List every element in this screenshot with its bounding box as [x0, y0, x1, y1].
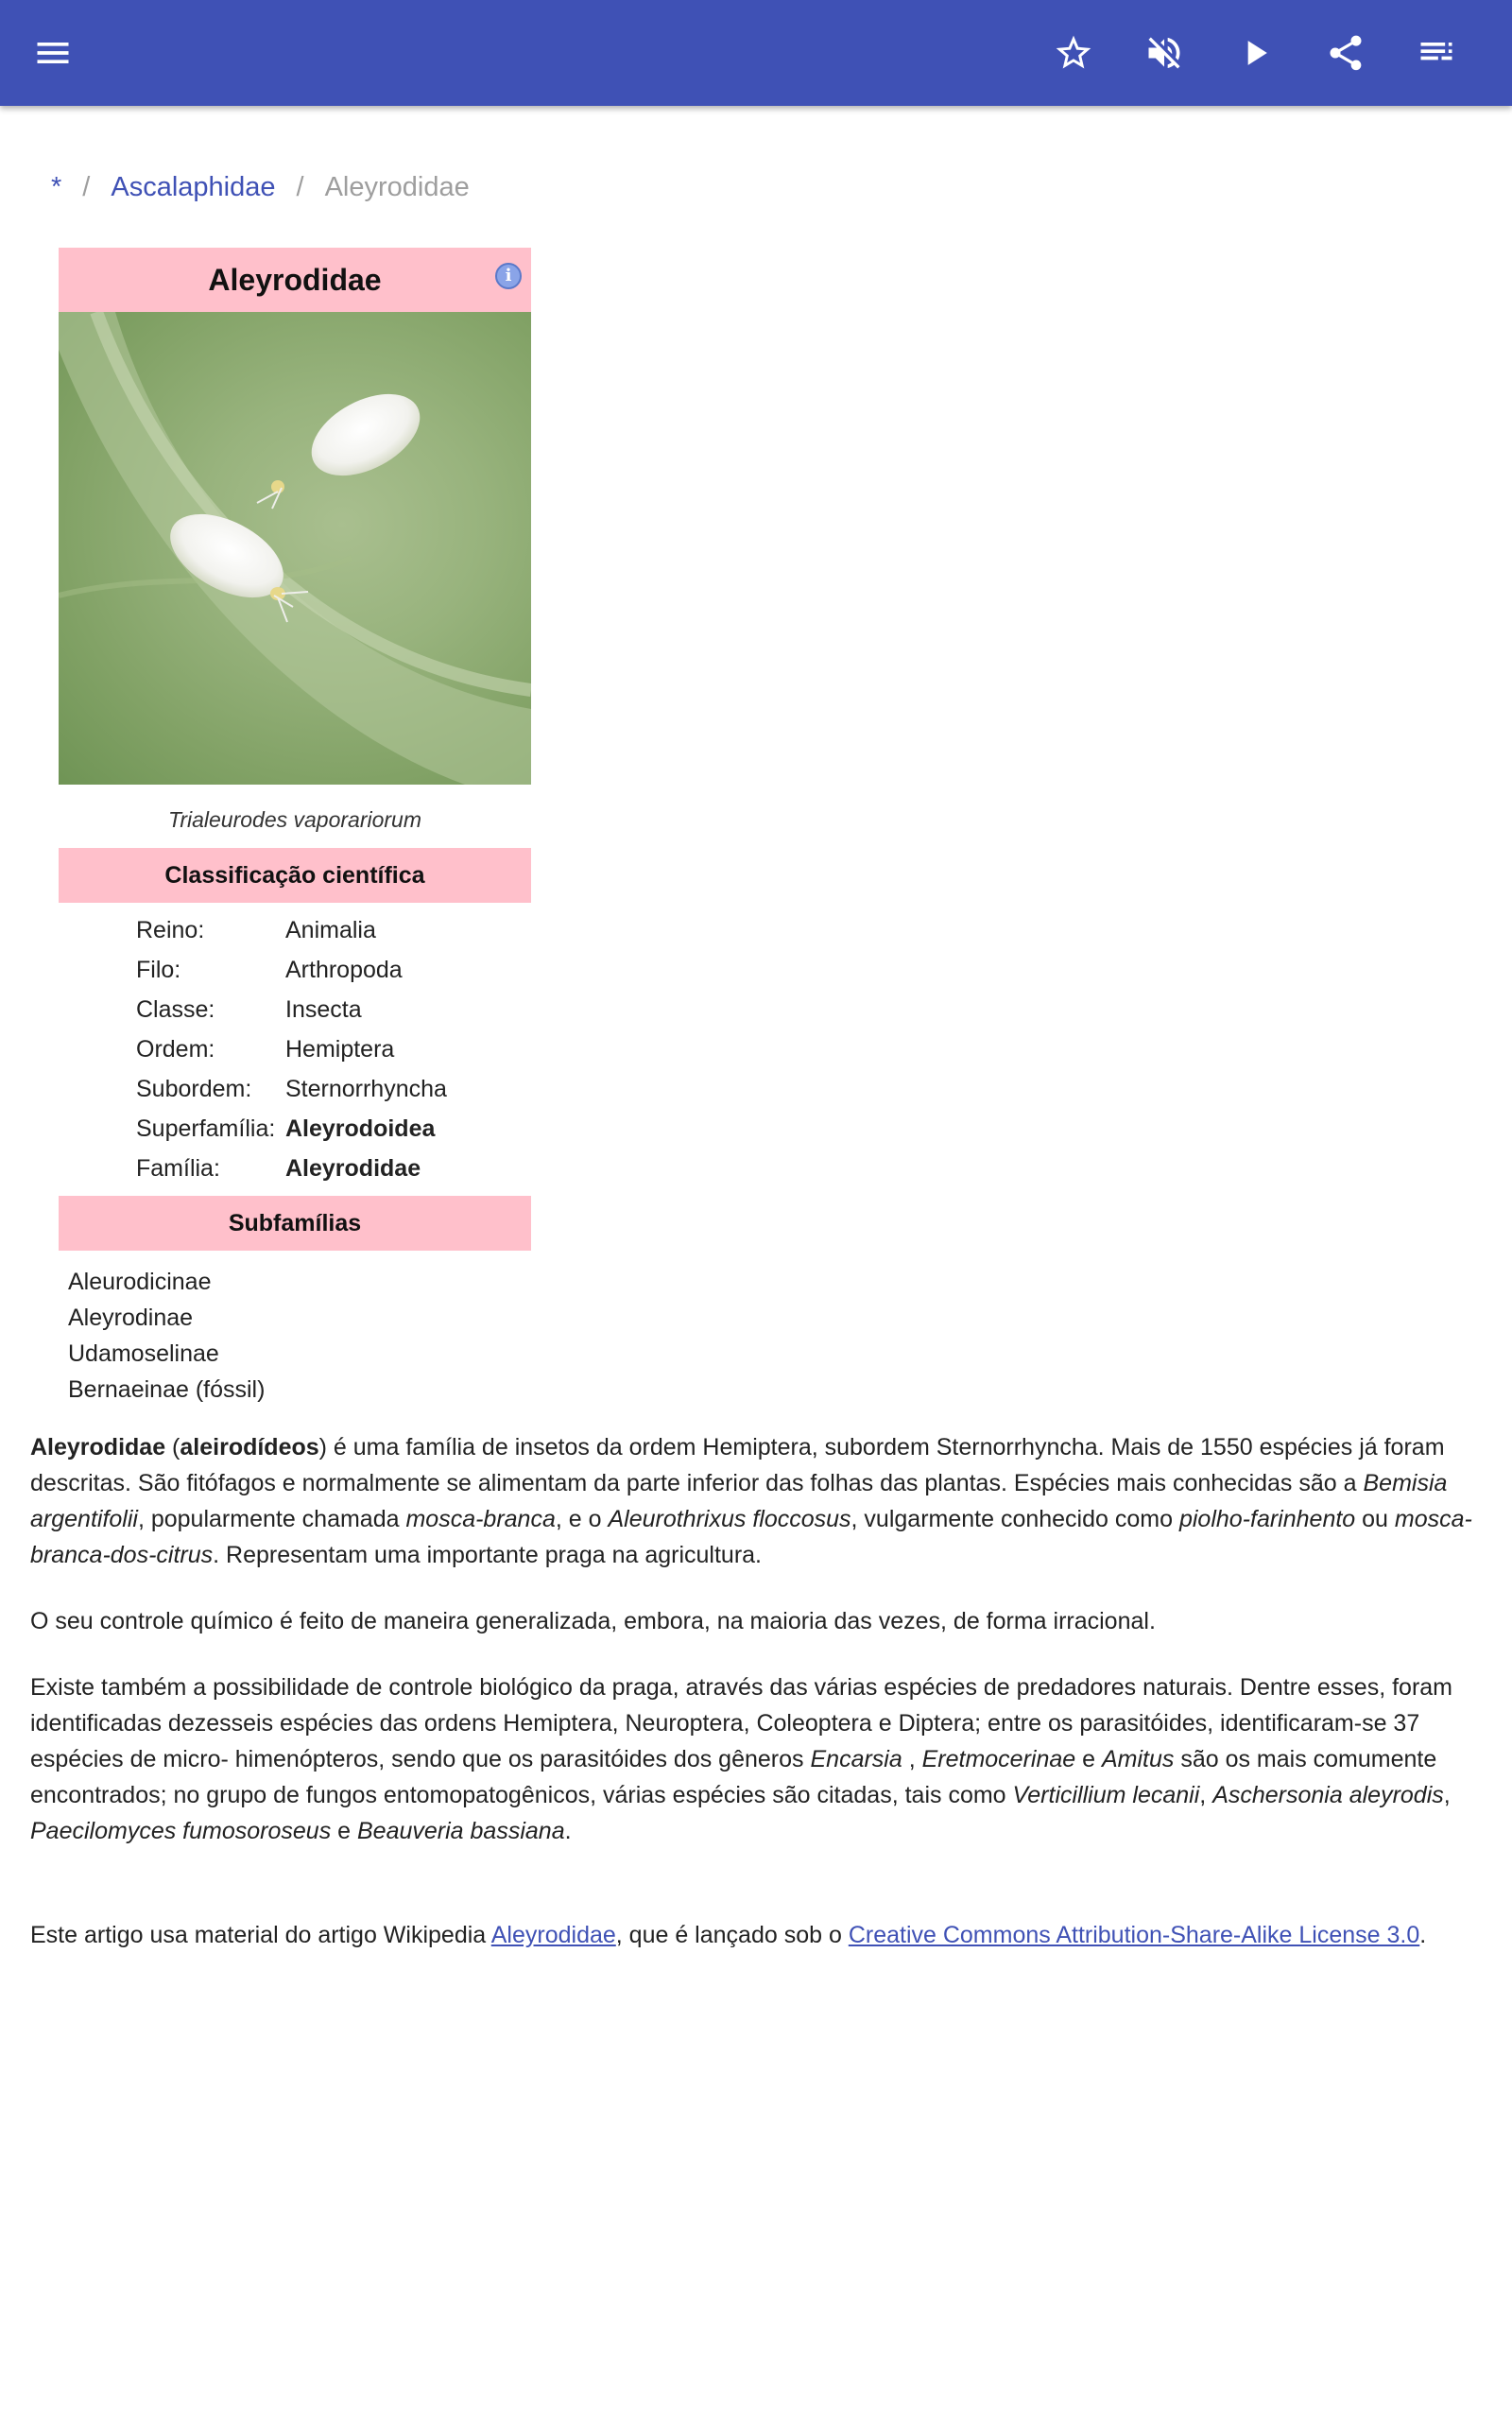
species-common-name: piolho-farinhento — [1178, 1506, 1356, 1532]
text-span: . Representam uma importante praga na agricultura. — [213, 1542, 762, 1568]
info-icon[interactable]: i — [495, 263, 522, 289]
taxonomy-row — [59, 1109, 531, 1149]
genus-name: Encarsia — [810, 1746, 902, 1772]
taxonomy-value[interactable]: Animalia — [285, 916, 376, 943]
species-name: Aschersonia aleyrodis — [1212, 1782, 1444, 1808]
classification-table — [59, 903, 531, 1196]
article-paragraph-chemical-control: O seu controle químico é feito de maneira generalizada, embora, na maioria das vezes, de forma irracional. — [30, 1608, 1156, 1634]
subfamilies-list — [59, 1251, 531, 1408]
text-span: ( — [165, 1434, 180, 1461]
text-span: e — [1075, 1746, 1102, 1772]
taxonomy-rank: Família: — [136, 1154, 220, 1182]
article-body — [30, 1429, 1486, 1879]
taxonomy-value: Aleyrodidae — [285, 1154, 421, 1182]
article-paragraph-intro — [30, 1429, 1486, 1573]
species-name: Bemisia argentifolii — [30, 1470, 1448, 1532]
taxonomy-rank: Subordem: — [136, 1075, 252, 1102]
text-span: e — [331, 1818, 357, 1844]
breadcrumb — [51, 168, 470, 206]
text-span: , e o — [555, 1506, 609, 1532]
breadcrumb-separator: / — [296, 172, 304, 202]
taxobox-title: Aleyrodidae — [208, 263, 382, 297]
text-span: . — [564, 1818, 572, 1844]
share-icon[interactable] — [1315, 23, 1376, 83]
taxonomy-value[interactable]: Sternorrhyncha — [285, 1075, 447, 1102]
license-link[interactable]: Creative Commons Attribution-Share-Alike License 3.0 — [848, 1922, 1420, 1948]
playlist-icon[interactable] — [1406, 23, 1467, 83]
breadcrumb-separator: / — [82, 172, 91, 202]
whitefly-photo[interactable] — [59, 312, 531, 785]
species-name: Beauveria bassiana — [357, 1818, 565, 1844]
text-span: , popularmente chamada — [137, 1506, 406, 1532]
taxonomy-row — [59, 910, 531, 950]
taxonomy-rank: Classe: — [136, 995, 215, 1023]
subfamily-item[interactable]: Aleyrodinae — [68, 1305, 194, 1331]
taxonomy-value[interactable]: Arthropoda — [285, 956, 403, 983]
taxonomy-rank: Ordem: — [136, 1035, 215, 1063]
photo-caption: Trialeurodes vaporariorum — [167, 807, 421, 832]
wikipedia-article-link[interactable]: Aleyrodidae — [490, 1922, 616, 1948]
taxonomy-row — [59, 1149, 531, 1188]
article-subject: Aleyrodidae — [30, 1434, 166, 1461]
volume-off-icon[interactable] — [1134, 23, 1194, 83]
taxonomy-row — [59, 950, 531, 990]
taxobox — [59, 248, 531, 1408]
taxonomy-rank: Superfamília: — [136, 1115, 276, 1142]
text-span: , — [1443, 1782, 1451, 1808]
breadcrumb-current: Aleyrodidae — [324, 172, 470, 202]
subfamily-item[interactable]: Bernaeinae (fóssil) — [68, 1376, 266, 1403]
breadcrumb-parent-link[interactable]: Ascalaphidae — [111, 172, 276, 202]
species-name: Verticillium lecanii — [1012, 1782, 1200, 1808]
text-span: , vulgarmente conhecido como — [850, 1506, 1179, 1532]
subfamilies-header: Subfamílias — [59, 1196, 531, 1251]
taxonomy-row — [59, 1029, 531, 1069]
text-span: são os mais comumente encontrados; no grupo de fungos entomopatogênicos, várias espécies são citadas, tais como — [30, 1746, 1437, 1808]
taxonomy-row — [59, 1069, 531, 1109]
taxonomy-row — [59, 990, 531, 1029]
subfamily-item[interactable]: Udamoselinae — [68, 1340, 219, 1367]
taxobox-title-bar — [59, 248, 531, 312]
app-bar — [0, 0, 1512, 106]
text-span: , — [902, 1746, 922, 1772]
genus-name: Amitus — [1101, 1746, 1175, 1772]
text-span: . — [1419, 1922, 1427, 1948]
article-paragraph-biological-control — [30, 1669, 1486, 1849]
genus-name: Eretmocerinae — [921, 1746, 1076, 1772]
breadcrumb-root-link[interactable]: * — [51, 172, 62, 202]
taxonomy-value[interactable]: Insecta — [285, 995, 362, 1023]
text-span: Este artigo usa material do artigo Wikipedia — [30, 1922, 491, 1948]
taxonomy-rank: Filo: — [136, 956, 181, 983]
text-span: , — [1199, 1782, 1213, 1808]
species-common-name: mosca-branca-dos-citrus — [30, 1506, 1472, 1568]
text-span: , que é lançado sob o — [615, 1922, 849, 1948]
text-span: ) é uma família de insetos da ordem Hemiptera, subordem Sternorrhyncha. Mais de 1550 espécies já foram descritas. São fitófagos e normalmente se alimentam da parte inferior das folhas das plantas. Espécies mais conhecidas são a — [30, 1434, 1445, 1496]
text-span: ou — [1355, 1506, 1395, 1532]
menu-icon[interactable] — [23, 23, 83, 83]
taxonomy-rank: Reino: — [136, 916, 205, 943]
article-common-name: aleirodídeos — [180, 1434, 319, 1461]
species-name: Aleurothrixus floccosus — [608, 1506, 851, 1532]
play-icon[interactable] — [1225, 23, 1285, 83]
star-outline-icon[interactable] — [1043, 23, 1104, 83]
text-span: Existe também a possibilidade de controle biológico da praga, através das várias espécies de predadores naturais. Dentre esses, foram identificadas dezesseis espécies das ordens Hemiptera, Neuroptera, Coleoptera e Diptera; entre os parasitóides, identificaram-se 37 espécies de micro- himenópteros, sendo que os parasitóides dos gêneros — [30, 1674, 1452, 1772]
whitefly-photo-illustration — [59, 312, 531, 785]
species-name: Paecilomyces fumosoroseus — [30, 1818, 332, 1844]
taxonomy-value: Aleyrodoidea — [285, 1115, 436, 1142]
subfamily-item[interactable]: Aleurodicinae — [68, 1269, 212, 1295]
attribution-note — [30, 1917, 1504, 1953]
classification-header: Classificação científica — [59, 848, 531, 903]
taxonomy-value[interactable]: Hemiptera — [285, 1035, 395, 1063]
species-common-name: mosca-branca — [405, 1506, 556, 1532]
